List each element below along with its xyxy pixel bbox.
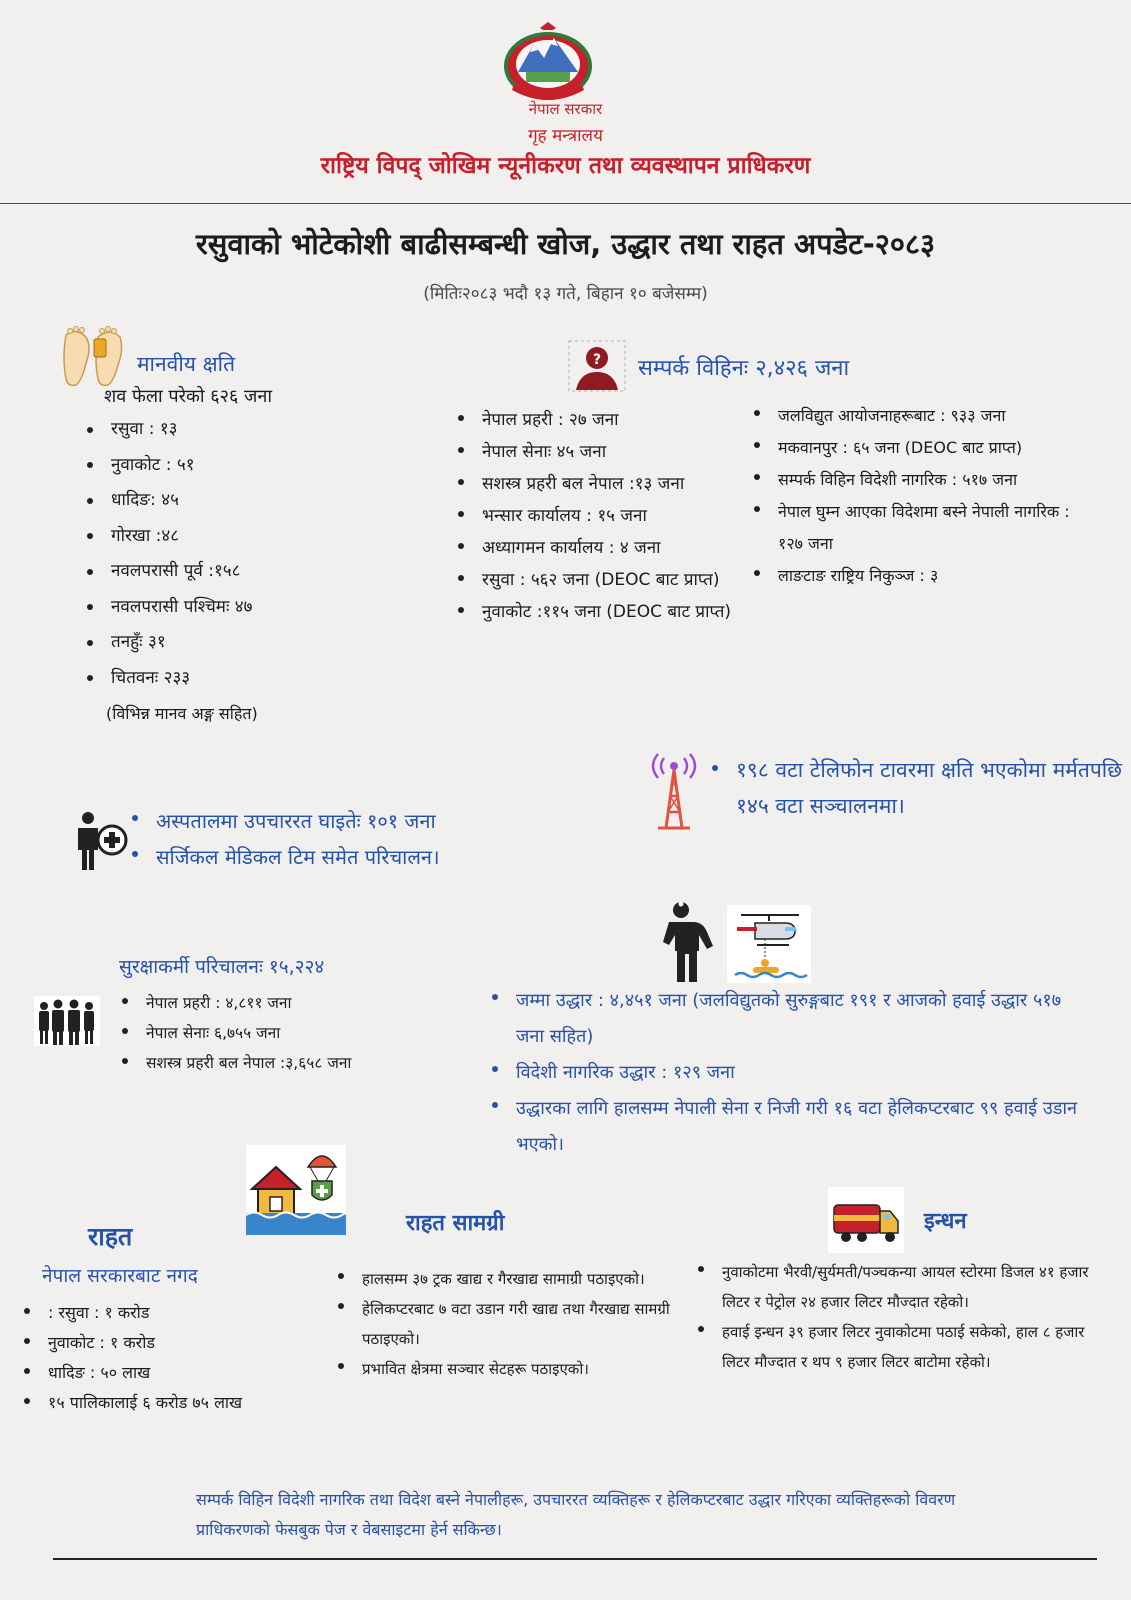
relief-goods-heading: राहत सामग्री [406,1211,505,1236]
list-item: अध्यागमन कार्यालय : ४ जना [456,532,746,564]
fuel-heading: इन्धन [924,1209,967,1234]
list-item: १५ पालिकालाई ६ करोड ७५ लाख [22,1388,342,1418]
missing-heading: सम्पर्क विहिनः २,४२६ जना [638,356,850,381]
telecom-status: १९८ वटा टेलिफोन टावरमा क्षति भएकोमा मर्मतपछि १४५ वटा सञ्चालनमा। [710,752,1130,824]
security-list [120,988,440,1078]
list-item: लाङटाङ राष्ट्रिय निकुञ्ज : ३ [752,560,1092,592]
list-item: हालसम्म ३७ ट्रक खाद्य र गैरखाद्य सामाग्री पठाइएको। [336,1264,716,1294]
page-title: रसुवाको भोटेकोशी बाढीसम्बन्धी खोज, उद्धार तथा राहत अपडेट-२०८३ [195,227,936,261]
helicopter-rescue-icon [727,905,811,983]
list-item: तनहुँः ३१ [85,629,415,665]
deaths-by-district-list [85,416,415,700]
list-item: जलविद्युत आयोजनाहरूबाट : ९३३ जना [752,400,1092,432]
list-item: भन्सार कार्यालय : १५ जना [456,500,746,532]
list-item: अस्पतालमा उपचाररत घाइतेः १०१ जना [130,803,550,839]
list-item: गोरखा :४८ [85,523,415,559]
fuel-list [696,1257,1116,1377]
missing-list-right [752,400,1092,592]
list-item: नेपाल प्रहरी : ४,८११ जना [120,988,440,1018]
relief-subheading: नेपाल सरकारबाट नगद [42,1265,198,1287]
list-item: नवलपरासी पूर्व :१५८ [85,558,415,594]
list-item: धादिङ: ४५ [85,487,415,523]
rescue-list [490,983,1090,1163]
list-item: हवाई इन्धन ३९ हजार लिटर नुवाकोटमा पठाई सकेको, हाल ८ हजार लिटर मौज्दात र थप ९ हजार लिटर बाटोमा रहेको। [696,1317,1116,1377]
government-name: नेपाल सरकार [528,100,603,118]
list-item: विदेशी नागरिक उद्धार : १२९ जना [490,1055,1090,1091]
svg-text:?: ? [592,352,602,368]
list-item: नेपाल सेनाः ४५ जना [456,436,746,468]
telephone-tower-icon [644,752,704,832]
missing-list-middle [456,404,746,628]
list-item: मकवानपुर : ६५ जना (DEOC बाट प्राप्त) [752,432,1092,464]
human-loss-heading: मानवीय क्षति [137,352,236,376]
authority-name: राष्ट्रिय विपद् जोखिम न्यूनीकरण तथा व्यवस्थापन प्राधिकरण [320,153,811,179]
list-item: सम्पर्क विहिन विदेशी नागरिक : ५१७ जना [752,464,1092,496]
security-personnel-icon [34,996,100,1046]
page-subtitle: (मितिः२०८३ भदौ १३ गते, बिहान १० बजेसम्म) [423,284,708,304]
flood-relief-icon [246,1145,346,1235]
list-item: धादिङ : ५० लाख [22,1358,342,1388]
list-item: नेपाल प्रहरी : २७ जना [456,404,746,436]
list-item: सशस्त्र प्रहरी बल नेपाल :३,६५८ जना [120,1048,440,1078]
footer-divider [53,1558,1097,1560]
ministry-name: गृह मन्त्रालय [528,126,603,146]
header-divider [0,203,1131,204]
injured-person-icon [72,810,132,872]
list-item: नुवाकोट : ५१ [85,452,415,488]
bodies-found: शव फेला परेको ६२६ जना [104,386,273,407]
list-item: हेलिकप्टरबाट ७ वटा उडान गरी खाद्य तथा गैरखाद्य सामग्री पठाइएको। [336,1294,716,1354]
list-item: सर्जिकल मेडिकल टिम समेत परिचालन। [130,839,550,875]
list-item: : रसुवा : १ करोड [22,1298,342,1328]
list-item: रसुवा : ५६२ जना (DEOC बाट प्राप्त) [456,564,746,596]
government-emblem-icon [500,18,596,102]
list-item: नेपाल घुम्न आएका विदेशमा बस्ने नेपाली नागरिक : १२७ जना [752,496,1092,560]
missing-person-icon [568,340,626,392]
relief-heading: राहत [88,1222,133,1251]
relief-goods-list [336,1264,716,1384]
list-item: उद्धारका लागि हालसम्म नेपाली सेना र निजी गरी १६ वटा हेलिकप्टरबाट ९९ हवाई उडान भएको। [490,1091,1090,1163]
fuel-truck-icon [828,1187,904,1253]
list-item: जम्मा उद्धार : ४,४५१ जना (जलविद्युतको सुरुङ्गबाट १९१ र आजको हवाई उद्धार ५१७ जना सहित) [490,983,1090,1055]
list-item: नुवाकोट :११५ जना (DEOC बाट प्राप्त) [456,596,746,628]
rescuer-icon [655,900,715,982]
list-item: प्रभावित क्षेत्रमा सञ्चार सेटहरू पठाइएको। [336,1354,716,1384]
list-item: चितवनः २३३ [85,665,415,701]
list-item: सशस्त्र प्रहरी बल नेपाल :१३ जना [456,468,746,500]
security-heading: सुरक्षाकर्मी परिचालनः १५,२२४ [119,956,325,978]
list-item: नवलपरासी पश्चिमः ४७ [85,594,415,630]
footer-note: सम्पर्क विहिन विदेशी नागरिक तथा विदेश बस्ने नेपालीहरू, उपचाररत व्यक्तिहरू र हेलिकप्टरबाट उद्धार गरिएका व्यक्तिहरूको विवरण प्राधिकरणको फेसबुक पेज र वेबसाइटमा हेर्न सकिन्छ। [196,1490,956,1539]
telecom-list [710,752,1130,824]
list-item: रसुवा : १३ [85,416,415,452]
body-parts-note: (विभिन्न मानव अङ्ग सहित) [106,704,258,723]
list-item: नेपाल सेनाः ६,७५५ जना [120,1018,440,1048]
cash-relief-list [22,1298,342,1418]
hospital-list [130,803,550,875]
list-item: नुवाकोट : १ करोड [22,1328,342,1358]
list-item: नुवाकोटमा भैरवी/सुर्यमती/पञ्चकन्या आयल स्टोरमा डिजल ४१ हजार लिटर र पेट्रोल २४ हजार लिटर मौज्दात रहेको। [696,1257,1116,1317]
feet-tag-icon [58,325,128,387]
